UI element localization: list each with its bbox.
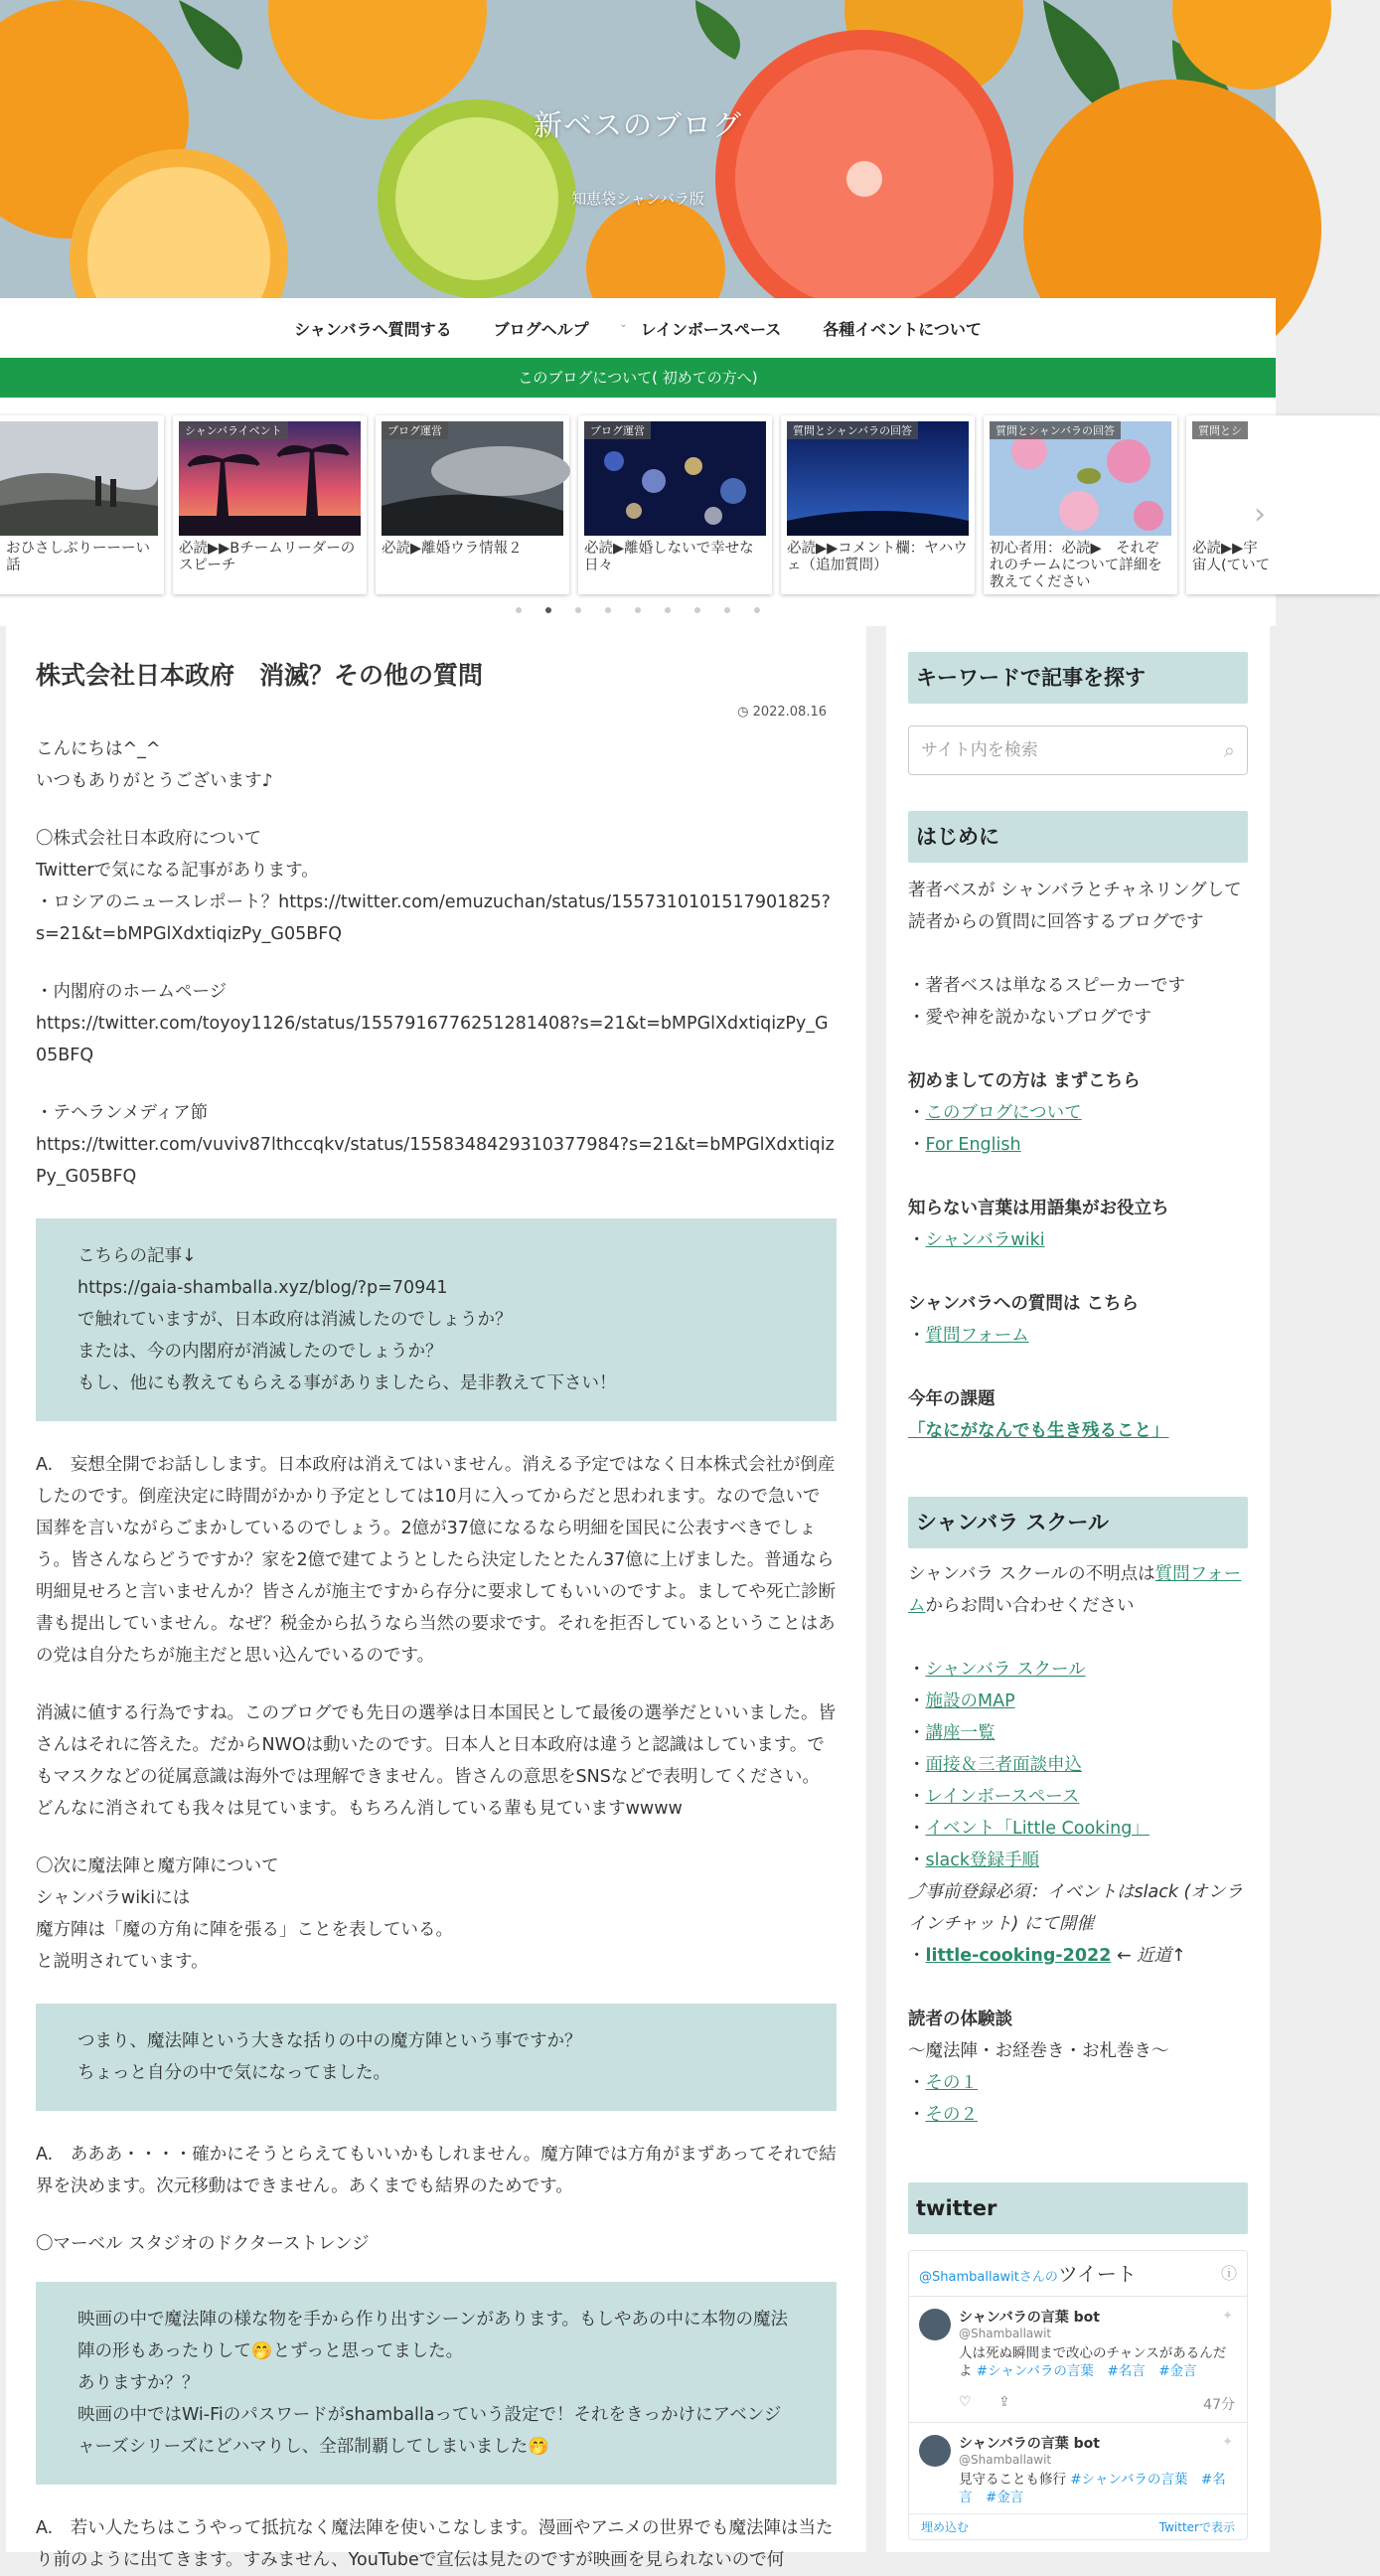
link-facility-map[interactable]: 施設のMAP bbox=[925, 1691, 1015, 1711]
link-reader-story-1[interactable]: その１ bbox=[925, 2073, 978, 2093]
section-heading: 〇マーベル スタジオのドクターストレンジ bbox=[36, 2233, 370, 2254]
answer-paragraph: 消滅に値する行為ですね。このブログでも先日の選挙は日本国民として最後の選挙だといいました。皆さんはそれに答えた。だからNWOは動いたのです。日本人と日本政府は違うと認識はしています。でもマスクなどの従属意識は海外では理解できません。皆さんの意思をSNSなどで表明してください。どんなに消されても我々は見ています。もちろん消している輩も見ていますwwww bbox=[36, 1702, 836, 1819]
avatar[interactable] bbox=[919, 2435, 951, 2467]
school-note: ⤴︎事前登録必須：イベントはslack (オンラインチャット) にて開催 bbox=[908, 1882, 1243, 1934]
article bbox=[6, 626, 866, 2570]
card-category: シャンバライベント bbox=[179, 421, 288, 439]
carousel-pagination bbox=[0, 607, 1276, 613]
carousel-card[interactable] bbox=[984, 415, 1177, 594]
link-slack-register[interactable]: slack登録手順 bbox=[925, 1851, 1039, 1870]
post-date-value: 2022.08.16 bbox=[752, 704, 827, 720]
site-tagline: 知恵袋シャンバラ版 bbox=[571, 190, 704, 208]
post-date bbox=[36, 705, 827, 720]
section-heading: 〇次に魔法陣と魔方陣について bbox=[36, 1855, 279, 1876]
twitter-footer bbox=[909, 2513, 1247, 2539]
glossary-heading: 知らない言葉は用語集がお役立ち bbox=[908, 1199, 1169, 1218]
quote-line: ちょっと自分の中で気になってました。 bbox=[77, 2062, 390, 2083]
carousel-card[interactable] bbox=[173, 415, 367, 594]
paragraph: いつもありがとうございます♪ bbox=[36, 770, 273, 791]
paragraph: 魔方陣は「魔の方角に陣を張る」ことを表している。 bbox=[36, 1919, 453, 1940]
nav-item-ask[interactable]: シャンバラへ質問する bbox=[294, 319, 452, 339]
school-text: シャンバラ スクールの不明点は bbox=[908, 1564, 1155, 1584]
carousel-dot[interactable] bbox=[724, 607, 730, 613]
sidebar bbox=[886, 626, 1270, 2552]
first-visit-heading: 初めましての方は まずこちら bbox=[908, 1071, 1141, 1091]
mountain-hikers-image bbox=[0, 421, 158, 536]
quote-line: https://gaia-shamballa.xyz/blog/?p=70941 bbox=[77, 1277, 448, 1298]
tweet-author[interactable]: シャンバラの言葉 bot bbox=[959, 2436, 1100, 2452]
embed-link[interactable]: 埋め込む bbox=[921, 2520, 970, 2534]
card-category: ブログ運営 bbox=[382, 421, 448, 439]
card-title: 必読▶▶宇宙人(ていて bbox=[1192, 541, 1271, 573]
info-icon[interactable]: ⓘ bbox=[1220, 2264, 1237, 2283]
citrus-header-image bbox=[0, 0, 1276, 298]
nav-item-help[interactable] bbox=[473, 317, 628, 340]
answer-paragraph: A. 妄想全開でお話しします。日本政府は消えてはいません。消える予定ではなく日本株式会社が倒産したのです。倒産決定に時間がかかり予定としては10月に入ってからだと思われます。なので急いで国葬を言いながらごまかしているのでしょう。2億が37億になるなら明細を国民に公表すべきでしょう。皆さんならどうですか？家を2億で建てようとしたら決定したとたん37億に上げました。普通なら明細見せろと言いませんか？皆さんが施主ですから存分に要求してもいいのですよ。ましてや死亡診断書も提出していません。なぜ？税金から払うなら当然の要求です。それを拒否しているということはあの党は自分たちが施主だと思い込んでいるのです。 bbox=[36, 1454, 836, 1666]
card-category: 質問とシ bbox=[1192, 421, 1248, 439]
card-title: 初心者用：必読▶ それぞれのチームについて詳細を教えてください bbox=[990, 541, 1162, 590]
nav-item-rainbow-space[interactable]: レインボースペース bbox=[640, 319, 782, 339]
tweet-text bbox=[959, 2471, 1235, 2506]
widget-title-school: シャンバラ スクール bbox=[908, 1497, 1248, 1548]
tweet-text bbox=[959, 2344, 1235, 2380]
tweet-hashtags[interactable]: #シャンバラの言葉 #名言 #金言 bbox=[976, 2363, 1197, 2379]
paragraph: ・ロシアのニュースレポート？https://twitter.com/emuzuchan/status/1557310101517901825?s=21&t=bMPGlXdxtiqizPy_G05BFQ bbox=[36, 891, 831, 944]
carousel-dot[interactable] bbox=[516, 607, 522, 613]
link-question-form[interactable]: 質問フォーム bbox=[925, 1326, 1029, 1346]
link-yearly-task[interactable]: 「なにがなんでも生き残ること」 bbox=[908, 1421, 1169, 1441]
question-quote bbox=[36, 1218, 837, 1421]
paragraph: ・内閣府のホームページ bbox=[36, 981, 228, 1002]
link-interview[interactable]: 面接＆三者面談申込 bbox=[925, 1755, 1082, 1775]
carousel-card[interactable] bbox=[1186, 415, 1380, 594]
tweet-author[interactable]: シャンバラの言葉 bot bbox=[959, 2310, 1100, 2326]
clock-icon: ◷ bbox=[737, 704, 749, 720]
carousel-card[interactable] bbox=[0, 415, 164, 594]
tweet-time[interactable]: 47分 bbox=[1203, 2397, 1235, 2413]
paragraph: こんにちは^_^ bbox=[36, 738, 161, 759]
card-thumbnail bbox=[0, 421, 158, 536]
link-shamballa-wiki[interactable]: シャンバラwiki bbox=[925, 1230, 1045, 1250]
answer-paragraph: A. あああ・・・・確かにそうとらえてもいいかもしれません。魔方陣では方角がまずあってそれで結界を決めます。次元移動はできません。あくまでも結界のためです。 bbox=[36, 2144, 837, 2196]
reader-heading: 読者の体験談 bbox=[908, 2010, 1012, 2029]
carousel-dot[interactable] bbox=[605, 607, 611, 613]
twitter-timeline bbox=[908, 2250, 1248, 2540]
nav-item-events[interactable]: 各種イベントについて bbox=[823, 319, 982, 339]
paragraph: Twitterで気になる記事があります。 bbox=[36, 860, 319, 881]
post-title: 株式会社日本政府 消滅？その他の質問 bbox=[36, 661, 484, 690]
view-on-twitter-link[interactable]: Twitterで表示 bbox=[1158, 2520, 1235, 2534]
quote-line: 映画の中で魔法陣の様な物を手から作り出すシーンがあります。もしやあの中に本物の魔法陣の形もあったりして🤭とずっと思ってました。 bbox=[77, 2309, 789, 2361]
tweet-handle[interactable]: @Shamballawit bbox=[959, 2453, 1052, 2467]
card-title: 必読▶▶コメント欄：ヤハウェ（追加質問） bbox=[787, 541, 968, 573]
quote-line: もし、他にも教えてもらえる事がありましたら、是非教えて下さい！ bbox=[77, 1372, 617, 1393]
quote-line: で触れていますが、日本政府は消滅したのでしょうか？ bbox=[77, 1309, 513, 1330]
card-title: 必読▶離婚しないで幸せな日々 bbox=[584, 541, 754, 573]
tweet[interactable] bbox=[909, 2423, 1247, 2506]
school-text: からお問い合わせください bbox=[925, 1596, 1135, 1616]
link-school[interactable]: シャンバラ スクール bbox=[925, 1660, 1086, 1680]
card-category: 質問とシャンバラの回答 bbox=[990, 421, 1121, 439]
search-input[interactable] bbox=[908, 725, 1248, 775]
tweet-hashtags[interactable]: #シャンバラの言葉 #名言 #金言 bbox=[959, 2472, 1226, 2505]
paragraph: シャンバラwikiには bbox=[36, 1887, 191, 1908]
twitter-header bbox=[909, 2251, 1247, 2297]
post-body bbox=[36, 733, 837, 2576]
school-widget: シャンバラ スクールの不明点は質問フォームからお問い合わせください ・シャンバラ スクール ・施設のMAP ・講座一覧 ・面接＆三者面談申込 ・レインボースペース ・イベント「Little Cooking」 ・slack登録手順 ⤴︎事前登録必須：イベントはslack (オンラインチャット) にて開催 ・little-cooking-2022 ← 近道↑ 読者の体験談 〜魔法陣・お経巻き・お札巻き〜 ・その１ ・その２ bbox=[908, 1558, 1248, 2131]
card-category: ブログ運営 bbox=[584, 421, 651, 439]
carousel-card[interactable] bbox=[578, 415, 772, 594]
question-heading: シャンバラへの質問は こちら bbox=[908, 1294, 1140, 1314]
section-heading: 〇株式会社日本政府について bbox=[36, 828, 262, 849]
tweet-actions bbox=[959, 2388, 1235, 2422]
question-quote bbox=[36, 2282, 837, 2485]
carousel-card[interactable] bbox=[781, 415, 975, 594]
answer-paragraph: A. 若い人たちはこうやって抵抗なく魔法陣を使いこなします。漫画やアニメの世界でも魔法陣は当たり前のように出てきます。すみません、YouTubeで宣伝は見たのですが映画を見られないので何 bbox=[36, 2517, 834, 2570]
quote-line: 映画の中ではWi-Fiのパスワードがshamballaっていう設定で！それをきっかけにアベンジャーズシリーズにどハマりし、全部制覇してしまいました🤭 bbox=[77, 2404, 782, 2457]
widget-title-twitter: twitter bbox=[908, 2182, 1248, 2234]
quote-line: こちらの記事↓ bbox=[77, 1245, 197, 1266]
twitter-header-handle[interactable]: @Shamballawitさんの bbox=[919, 2270, 1058, 2285]
question-quote bbox=[36, 2004, 837, 2111]
quote-line: または、今の内閣府が消滅したのでしょうか？ bbox=[77, 1341, 443, 1362]
link-school-question-form[interactable]: 質問フォーム bbox=[908, 1564, 1242, 1616]
link-course-list[interactable]: 講座一覧 bbox=[925, 1723, 996, 1743]
nav-item-help-label: ブログヘルプ bbox=[493, 319, 589, 339]
intro-widget: 著者ベスが シャンバラとチャネリングして 読者からの質問に回答するブログです ・著者ベスは単なるスピーカーです ・愛や神を説かないブログです 初めましての方は まずこちら ・このブログについて ・For English 知らない言葉は用語集がお役立ち ・シャンバラwiki シャンバラへの質問は こちら ・質問フォーム 今年の課題 「なにがなんでも生き残ること」 bbox=[908, 875, 1248, 1447]
task-heading: 今年の課題 bbox=[908, 1389, 996, 1409]
featured-carousel bbox=[0, 398, 1276, 626]
header-banner bbox=[0, 0, 1276, 298]
carousel-card[interactable] bbox=[376, 415, 569, 594]
tweet-body: 人は死ぬ瞬間まで改心のチャンスがあるんだよ bbox=[959, 2345, 1227, 2379]
card-title: 必読▶▶Bチームリーダーのスピーチ bbox=[179, 541, 356, 573]
twitter-bird-icon: ✦ bbox=[1222, 2309, 1233, 2324]
paragraph: ・テヘランメディア節 bbox=[36, 1102, 209, 1123]
carousel-dot[interactable] bbox=[665, 607, 671, 613]
link-little-cooking-2022[interactable]: little-cooking-2022 bbox=[925, 1946, 1112, 1966]
search-icon[interactable]: ⌕ bbox=[1223, 738, 1235, 762]
share-icon[interactable]: ⇪ bbox=[998, 2394, 1010, 2410]
widget-title-search: キーワードで記事を探す bbox=[908, 652, 1248, 704]
carousel-dot[interactable] bbox=[545, 607, 551, 613]
carousel-dot[interactable] bbox=[635, 607, 641, 613]
link-reader-story-2[interactable]: その２ bbox=[925, 2105, 978, 2125]
intro-text: 著者ベスが シャンバラとチャネリングして 読者からの質問に回答するブログです bbox=[908, 881, 1242, 932]
paragraph: と説明されています。 bbox=[36, 1951, 209, 1972]
twitter-bird-icon: ✦ bbox=[1222, 2435, 1233, 2450]
link-little-cooking[interactable]: イベント「Little Cooking」 bbox=[925, 1819, 1150, 1839]
avatar[interactable] bbox=[919, 2309, 951, 2340]
quote-line: つまり、魔法陣という大きな括りの中の魔方陣という事ですか？ bbox=[77, 2030, 582, 2051]
tweet-body: 見守ることも修行 bbox=[959, 2472, 1066, 2488]
paragraph: https://twitter.com/vuviv87lthccqkv/status/1558348429310377984?s=21&t=bMPGlXdxtiqizPy_G05BFQ bbox=[36, 1134, 835, 1187]
tweet[interactable] bbox=[909, 2297, 1247, 2423]
heart-icon[interactable]: ♡ bbox=[959, 2394, 972, 2410]
site-title[interactable]: 新ベスのブログ bbox=[533, 108, 742, 142]
link-rainbow-space[interactable]: レインボースペース bbox=[925, 1787, 1080, 1807]
reader-subheading: 〜魔法陣・お経巻き・お札巻き〜 bbox=[908, 2041, 1169, 2061]
link-for-english[interactable]: For English bbox=[925, 1135, 1021, 1155]
link-about-blog[interactable]: このブログについて bbox=[925, 1103, 1082, 1123]
widget-title-intro: はじめに bbox=[908, 811, 1248, 863]
carousel-dot[interactable] bbox=[694, 607, 700, 613]
carousel-dot[interactable] bbox=[575, 607, 581, 613]
card-category: 質問とシャンバラの回答 bbox=[787, 421, 918, 439]
school-event-note: ← 近道↑ bbox=[1116, 1946, 1186, 1966]
intro-bullet: ・著者ベスは単なるスピーカーです bbox=[908, 976, 1185, 996]
card-title: おひさしぶりーーーい話 bbox=[6, 541, 150, 573]
search-placeholder: サイト内を検索 bbox=[921, 740, 1038, 760]
tweet-handle[interactable]: @Shamballawit bbox=[959, 2327, 1052, 2340]
paragraph: https://twitter.com/toyoy1126/status/1557916776251281408?s=21&t=bMPGlXdxtiqizPy_G05BFQ bbox=[36, 1013, 829, 1065]
chevron-right-icon[interactable]: › bbox=[1254, 497, 1266, 532]
chevron-down-icon: ⌄ bbox=[619, 318, 628, 330]
twitter-header-title: ツイート bbox=[1057, 2262, 1137, 2286]
global-nav bbox=[0, 298, 1276, 358]
about-blog-banner[interactable]: このブログについて( 初めての方へ) bbox=[0, 358, 1276, 398]
carousel-dot[interactable] bbox=[754, 607, 760, 613]
quote-line: ありますか？？ bbox=[77, 2372, 200, 2393]
intro-bullet: ・愛や神を説かないブログです bbox=[908, 1008, 1151, 1028]
card-title: 必読▶離婚ウラ情報２ bbox=[382, 541, 523, 557]
